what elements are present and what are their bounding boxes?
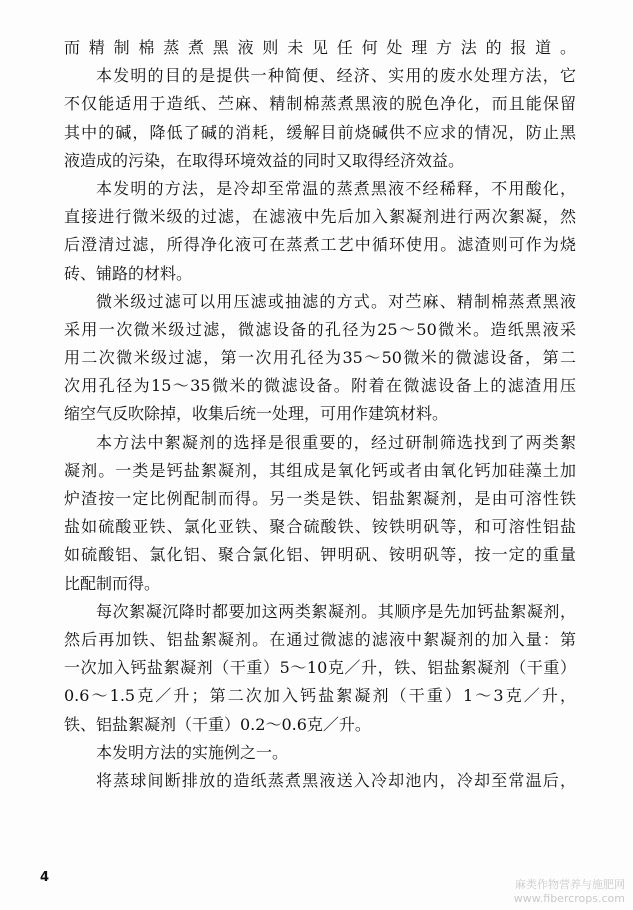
text-line: 本发明的目的是提供一种简便、经济、实用的废水处理方法，它 [96, 66, 576, 86]
text-line: 然后再加铁、铝盐絮凝剂。在通过微滤的滤液中絮凝剂的加入量：第 [64, 629, 576, 649]
watermark [485, 878, 625, 906]
watermark-site-name: 麻类作物营养与施肥网 [515, 878, 625, 891]
text-line: 次用孔径为15～35微米的微滤设备。附着在微滤设备上的滤渣用压 [64, 376, 576, 396]
text-line: 铁、铝盐絮凝剂（干重）0.2～0.6克／升。 [64, 714, 371, 734]
page-number: 4 [40, 870, 50, 885]
text-line: 本发明方法的实施例之一。 [96, 742, 289, 762]
text-line: 砖、铺路的材料。 [64, 263, 193, 283]
text-line: 一次加入钙盐絮凝剂（干重）5～10克／升，铁、铝盐絮凝剂（干重） [64, 658, 576, 678]
text-line: 如硫酸铝、氯化铝、聚合氯化铝、钾明矾、铵明矾等，按一定的重量 [64, 545, 576, 565]
watermark-url: www.fibercrops.com [513, 892, 625, 905]
document-body [64, 34, 576, 795]
text-line: 其中的碱，降低了碱的消耗，缓解目前烧碱供不应求的情况，防止黑 [64, 122, 576, 142]
text-line: 而精制棉蒸煮黑液则未见任何处理方法的报道。 [64, 38, 576, 57]
text-line: 不仅能适用于造纸、苎麻、精制棉蒸煮黑液的脱色净化，而且能保留 [64, 94, 576, 114]
text-line: 每次絮凝沉降时都要加这两类絮凝剂。其顺序是先加钙盐絮凝剂， [96, 601, 576, 621]
text-line: 用二次微米级过滤，第一次用孔径为35～50微米的微滤设备，第二 [64, 348, 576, 368]
text-line: 盐如硫酸亚铁、氯化亚铁、聚合硫酸铁、铵铁明矾等，和可溶性铝盐 [64, 517, 576, 537]
text-line: 比配制而得。 [64, 573, 161, 593]
text-line: 本发明的方法，是冷却至常温的蒸煮黑液不经稀释，不用酸化， [96, 178, 576, 198]
text-line: 本方法中絮凝剂的选择是很重要的，经过研制筛选找到了两类絮 [96, 432, 576, 452]
text-line: 微米级过滤可以用压滤或抽滤的方式。对苎麻、精制棉蒸煮黑液 [96, 291, 576, 311]
text-line: 采用一次微米级过滤，微滤设备的孔径为25～50微米。造纸黑液采 [64, 319, 576, 339]
text-line: 后澄清过滤，所得净化液可在蒸煮工艺中循环使用。滤渣则可作为烧 [64, 235, 576, 255]
text-line: 缩空气反吹除掉，收集后统一处理，可用作建筑材料。 [64, 404, 449, 424]
text-line: 凝剂。一类是钙盐絮凝剂，其组成是氧化钙或者由氧化钙加硅藻土加 [64, 460, 576, 480]
text-line: 炉渣按一定比例配制而得。另一类是铁、铝盐絮凝剂，是由可溶性铁 [64, 489, 576, 508]
text-line: 将蒸球间断排放的造纸蒸煮黑液送入冷却池内，冷却至常温后， [96, 770, 576, 790]
text-line: 0.6～1.5克／升；第二次加入钙盐絮凝剂（干重）1～3克／升， [64, 686, 576, 706]
text-line: 直接进行微米级的过滤，在滤液中先后加入絮凝剂进行两次絮凝，然 [64, 207, 576, 227]
text-line: 液造成的污染，在取得环境效益的同时又取得经济效益。 [64, 150, 465, 170]
